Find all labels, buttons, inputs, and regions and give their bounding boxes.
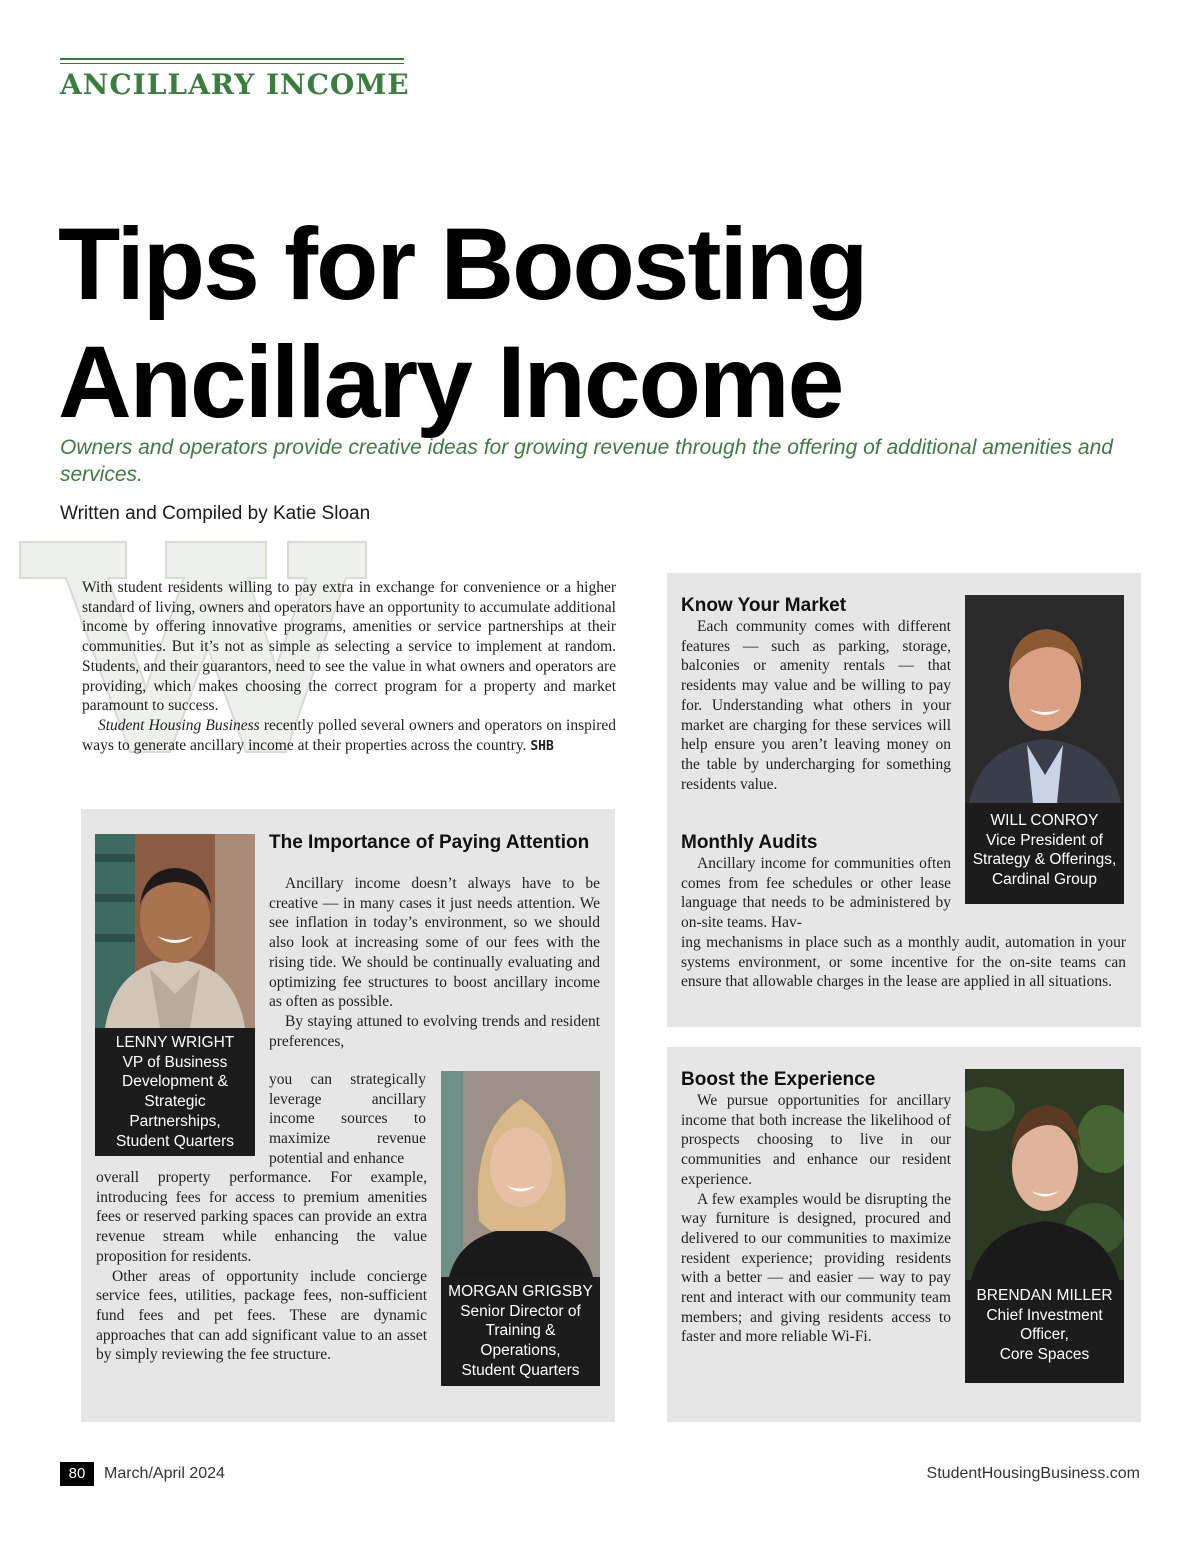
website: StudentHousingBusiness.com	[926, 1465, 1140, 1482]
box2-text-2b	[681, 933, 1126, 992]
publication-name: Student Housing Business	[98, 716, 260, 734]
box1-paragraph-3: Other areas of opportunity include concierge service fees, utilities, package fees, non-sufficient fund fees and pet fees. These are dynamic approaches that can add significant value to an asset by simply reviewing the fee structure.	[96, 1267, 427, 1364]
deck: Owners and operators provide creative ideas for growing revenue through the offering of additional amenities and services.	[60, 436, 1113, 486]
box2-paragraph-1: Each community comes with different features — such as parking, storage, balconies or amenity rentals — that residents may value and be willing to pay for. Understanding what others in your market are charging for these services will help ensure you aren’t leaving money on the table by undercharging for something residents value.	[681, 618, 951, 793]
intro-text	[82, 578, 616, 756]
headshot-brendan-miller	[965, 1069, 1124, 1280]
headshot-will-conroy	[965, 595, 1124, 803]
person-name: WILL CONROY	[990, 812, 1099, 829]
headline-line-1: Tips for Boosting	[58, 207, 867, 321]
shb-end-mark: SHB	[530, 738, 554, 754]
box2-paragraph-2b: ing mechanisms in place such as a monthly audit, automation in your systems environment, or some incentive for the on-site teams can ensure that allowable charges in the lease are applied in all situations.	[681, 934, 1126, 991]
person-title: Senior Director of Training & Operations,	[460, 1302, 581, 1360]
person-name: BRENDAN MILLER	[976, 1287, 1113, 1304]
caption-morgan-grigsby	[441, 1277, 600, 1386]
box1-paragraph-2c: overall property performance. For example, introducing fees for access to premium amenities fees or reserved parking spaces can provide an extra revenue stream while enhancing the value proposition for residents.	[96, 1169, 427, 1265]
box1-paragraph-2a: By staying attuned to evolving trends and resident preferences,	[269, 1012, 600, 1050]
headshot-morgan-grigsby	[441, 1071, 600, 1277]
person-company: Core Spaces	[999, 1346, 1090, 1364]
box1-paragraph-2b: you can strategically leverage ancillary income sources to maximize revenue potential and enhance	[269, 1071, 426, 1167]
section-tag: ANCILLARY INCOME	[60, 68, 410, 101]
section-rule-thin	[60, 63, 404, 64]
box3-paragraph-1: We pursue opportunities for ancillary income that both increase the likelihood of prospects choosing to live in our communities and enhance our resident experience.	[681, 1092, 951, 1188]
issue-date: March/April 2024	[104, 1465, 225, 1482]
box3-heading: Boost the Experience	[681, 1069, 876, 1090]
person-company: Cardinal Group	[991, 871, 1098, 889]
person-title: Chief Investment Officer,	[986, 1306, 1103, 1344]
box2-text-2a	[681, 854, 951, 933]
person-title: Vice President of Strategy & Offerings,	[972, 831, 1117, 869]
person-name: LENNY WRIGHT	[115, 1034, 235, 1051]
section-rule-top	[60, 58, 404, 60]
headline	[58, 205, 1058, 441]
box3-text	[681, 1091, 951, 1347]
box2-text-1	[681, 617, 951, 794]
caption-lenny-wright	[95, 1028, 255, 1156]
box2-paragraph-2a: Ancillary income for communities often comes from fee schedules or other lease language that needs to be administered by on-site teams. Hav-	[681, 855, 951, 932]
box1-heading: The Importance of Paying Attention	[269, 832, 590, 853]
intro-paragraph-1: With student residents willing to pay extra in exchange for convenience or a higher standard of living, owners and operators have an opportunity to accumulate additional income by offering innovative programs, amenities or service partnerships at their communities. But it’s not as simple as selecting a service to implement at random. Students, and their guarantors, need to see the value in what owners and operators are providing, which makes choosing the correct program for a property and market paramount to success.	[82, 579, 616, 715]
byline: Written and Compiled by Katie Sloan	[60, 503, 371, 524]
caption-will-conroy	[965, 803, 1124, 904]
headline-line-2: Ancillary Income	[58, 325, 843, 439]
box2-heading-2: Monthly Audits	[681, 832, 818, 853]
box1-paragraph-1: Ancillary income doesn’t always have to be creative — in many cases it just needs attention. We see inflation in today’s environment, so we should also look at increasing some of our fees with the rising tide. We should be continually evaluating and optimizing fee structures to boost ancillary income as often as possible.	[269, 875, 600, 1011]
intro-paragraph-2-text: recently polled several owners and operators on inspired ways to generate ancillary income at their properties across the country.	[82, 716, 616, 754]
caption-brendan-miller	[965, 1280, 1124, 1383]
box2-heading-1: Know Your Market	[681, 595, 847, 616]
box3-paragraph-2: A few examples would be disrupting the way furniture is designed, procured and delivered to our communities to maximize resident experience; providing residents with a better — and easier — way to pay rent and interact with our community team members; and giving residents access to faster and more reliable Wi-Fi.	[681, 1190, 951, 1346]
page-number: 80	[60, 1462, 94, 1486]
person-title: VP of Business Development & Strategic Partnerships,	[122, 1053, 228, 1130]
headshot-lenny-wright	[95, 834, 255, 1028]
box1-text-narrow	[269, 1070, 426, 1169]
box1-text-bottom	[96, 1168, 427, 1365]
person-company: Student Quarters	[461, 1361, 580, 1379]
person-name: MORGAN GRIGSBY	[448, 1283, 593, 1300]
intro-paragraph-2	[82, 716, 616, 756]
box1-text-top	[269, 874, 600, 1051]
person-company: Student Quarters	[115, 1132, 235, 1150]
